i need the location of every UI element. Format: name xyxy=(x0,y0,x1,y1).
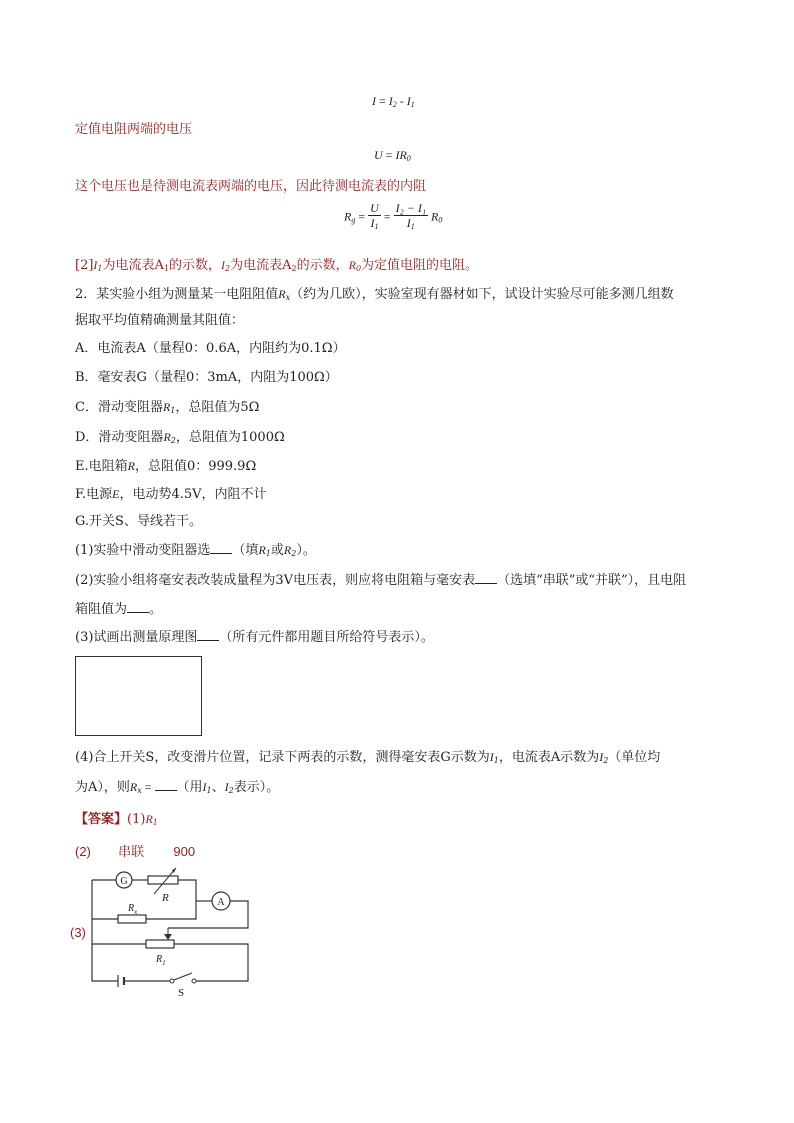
answer-1: 【答案】$(1)R_1$ xyxy=(75,812,158,827)
answer-blank xyxy=(210,541,232,554)
circuit-diagram xyxy=(88,866,253,998)
galvanometer-label: G xyxy=(120,876,128,887)
option-b: B．毫安表G（量程0：3mA，内阻为100Ω） xyxy=(75,370,338,385)
option-f: F.电源E，电动势4.5V，内阻不计 xyxy=(75,487,267,502)
answer-blank xyxy=(127,600,149,613)
drawing-answer-box xyxy=(75,656,202,736)
formula-resistance: $R_g$ = $\frac{U}{I_1}$ = $\frac{\text{I₂ − I₁}}{I_1}$ $R_0$ xyxy=(344,201,442,234)
wire xyxy=(168,901,248,928)
wire xyxy=(146,901,196,919)
sub-question-2-cont: 箱阻值为 。 xyxy=(75,602,163,617)
option-e: E.电阻箱R，总阻值0：999.9Ω xyxy=(75,459,257,474)
fraction-2: $\frac{\text{I₂ − I₁}}{I_1}$ xyxy=(395,201,427,231)
sub-question-4-cont: 为A），则$R_x$ = （用$I_1$、$I_2$表示）。 xyxy=(75,780,280,795)
option-d: D．滑动变阻器$R_2$，总阻值为1000Ω xyxy=(75,430,285,445)
solution-line-3: $[2]I_1$为电流表$A_1$的示数，$I_2$为电流表$A_2$的示数，$R_0$为定值电阻的电阻。 xyxy=(75,258,479,273)
sub-question-3: (3)试画出测量原理图 （所有元件都用题目所给符号表示）。 xyxy=(75,630,434,645)
option-a: A．电流表A（量程0：0.6A，内阻约为0.1Ω） xyxy=(75,341,346,356)
answer-tag: 【答案】 xyxy=(75,812,128,827)
sub-question-1: (1)实验中滑动变阻器选 （填$R_1$或$R_2$）。 xyxy=(75,543,316,558)
question-2-intro: 2．某实验小组为测量某一电阻阻值$R_x$（约为几欧），实验室现有器材如下，试设计实验尽可能多测几组数 xyxy=(75,287,674,302)
sub-question-2: (2)实验小组将毫安表改装成量程为3V电压表，则应将电阻箱与毫安表 （选填“串联”或“并联”），且电阻 xyxy=(75,573,687,588)
question-2-intro-cont: 据取平均值精确测量其阻值： xyxy=(75,313,245,328)
solution-line-1: 定值电阻两端的电压 xyxy=(75,122,193,137)
resistor-rx-icon xyxy=(118,915,146,923)
switch-label: S xyxy=(178,987,185,998)
option-c: C．滑动变阻器$R_1$，总阻值为5Ω xyxy=(75,400,260,415)
answer-blank xyxy=(475,571,497,584)
formula-voltage: $U = IR_0$ xyxy=(374,148,411,163)
switch-blade-icon xyxy=(174,973,192,980)
answer-blank xyxy=(197,628,219,641)
rheostat-r1-icon xyxy=(146,940,174,948)
answer-blank xyxy=(155,778,177,791)
sub-question-4: (4)合上开关S，改变滑片位置，记录下两表的示数，测得毫安表G示数为$I_1$，电流表A示数为$I_2$（单位均 xyxy=(75,750,661,765)
formula-current: $I = I_2 - I_1$ xyxy=(372,94,415,109)
resistance-box-label: R xyxy=(162,892,169,904)
wire xyxy=(92,944,118,981)
fraction-1: $\frac{U}{I_1}$ xyxy=(370,201,379,231)
option-g: G.开关S、导线若干。 xyxy=(75,514,202,529)
slider-arrow-icon xyxy=(164,934,172,940)
wire xyxy=(178,880,196,901)
resistor-rx-label: $R_x$ xyxy=(128,903,138,916)
answer-2: (2) 串联 900 xyxy=(75,844,196,859)
solution-line-2: 这个电压也是待测电流表两端的电压，因此待测电流表的内阻 xyxy=(75,179,427,194)
switch-contact-icon xyxy=(192,979,196,983)
answer-3-label: (3) xyxy=(70,925,86,940)
rheostat-r1-label: $R_1$ xyxy=(156,954,166,967)
switch-contact-icon xyxy=(170,979,174,983)
ammeter-label: A xyxy=(217,897,225,908)
